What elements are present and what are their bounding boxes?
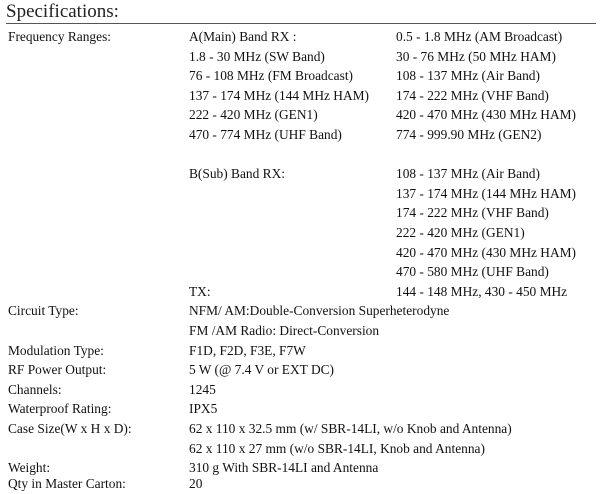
sub-band-range: 420 - 470 MHz (430 MHz HAM) <box>396 244 577 260</box>
case-size-value: 62 x 110 x 32.5 mm (w/ SBR-14LI, w/o Knob and Antenna) <box>189 421 512 436</box>
main-band-range: 1.8 - 30 MHz (SW Band) <box>189 48 325 64</box>
page-title: Specifications: <box>6 1 119 22</box>
rf-power-value: 5 W (@ 7.4 V or EXT DC) <box>189 362 335 378</box>
rf-power-label: RF Power Output: <box>8 362 107 378</box>
modulation-type-value: F1D, F2D, F3E, F7W <box>189 342 306 358</box>
main-band-range: 222 - 420 MHz (GEN1) <box>189 107 318 123</box>
modulation-type-label: Modulation Type: <box>8 342 104 358</box>
main-band-range: 174 - 222 MHz (VHF Band) <box>396 87 549 103</box>
sub-band-range: 108 - 137 MHz (Air Band) <box>396 166 540 182</box>
main-band-range: 0.5 - 1.8 MHz (AM Broadcast) <box>396 29 563 44</box>
main-band-range: 30 - 76 MHz (50 MHz HAM) <box>396 48 556 64</box>
sub-band-range: 222 - 420 MHz (GEN1) <box>396 225 525 240</box>
circuit-type-value: FM /AM Radio: Direct-Conversion <box>189 323 380 338</box>
main-band-range: 108 - 137 MHz (Air Band) <box>396 68 540 84</box>
channels-value: 1245 <box>189 381 216 397</box>
waterproof-value: IPX5 <box>189 401 218 417</box>
sub-band-range: 174 - 222 MHz (VHF Band) <box>396 205 549 221</box>
main-band-range: 420 - 470 MHz (430 MHz HAM) <box>396 107 577 123</box>
case-size-value: 62 x 110 x 27 mm (w/o SBR-14LI, Knob and Antenna) <box>189 440 485 456</box>
main-band-range: 470 - 774 MHz (UHF Band) <box>189 127 342 142</box>
tx-range: 144 - 148 MHz, 430 - 450 MHz <box>396 283 568 299</box>
sub-band-range: 470 - 580 MHz (UHF Band) <box>396 264 549 280</box>
master-carton-value: 20 <box>189 476 203 491</box>
channels-label: Channels: <box>8 381 62 397</box>
main-band-range: 137 - 174 MHz (144 MHz HAM) <box>189 87 370 103</box>
weight-value: 310 g With SBR-14LI and Antenna <box>189 460 379 476</box>
case-size-label: Case Size(W x H x D): <box>8 421 132 436</box>
sub-band-range: 137 - 174 MHz (144 MHz HAM) <box>396 185 577 201</box>
weight-label: Weight: <box>8 460 51 476</box>
main-band-range: 774 - 999.90 MHz (GEN2) <box>396 127 542 142</box>
sub-band-label: B(Sub) Band RX: <box>189 166 285 182</box>
main-band-range: 76 - 108 MHz (FM Broadcast) <box>189 68 354 84</box>
frequency-ranges-label: Frequency Ranges: <box>8 29 112 44</box>
circuit-type-value: NFM/ AM:Double-Conversion Superheterodyne <box>189 303 450 319</box>
circuit-type-label: Circuit Type: <box>8 303 79 319</box>
tx-label: TX: <box>189 283 211 299</box>
master-carton-label: Qty in Master Carton: <box>8 476 126 491</box>
main-band-label: A(Main) Band RX : <box>189 29 297 44</box>
waterproof-label: Waterproof Rating: <box>8 401 112 417</box>
title-underline <box>6 23 596 24</box>
